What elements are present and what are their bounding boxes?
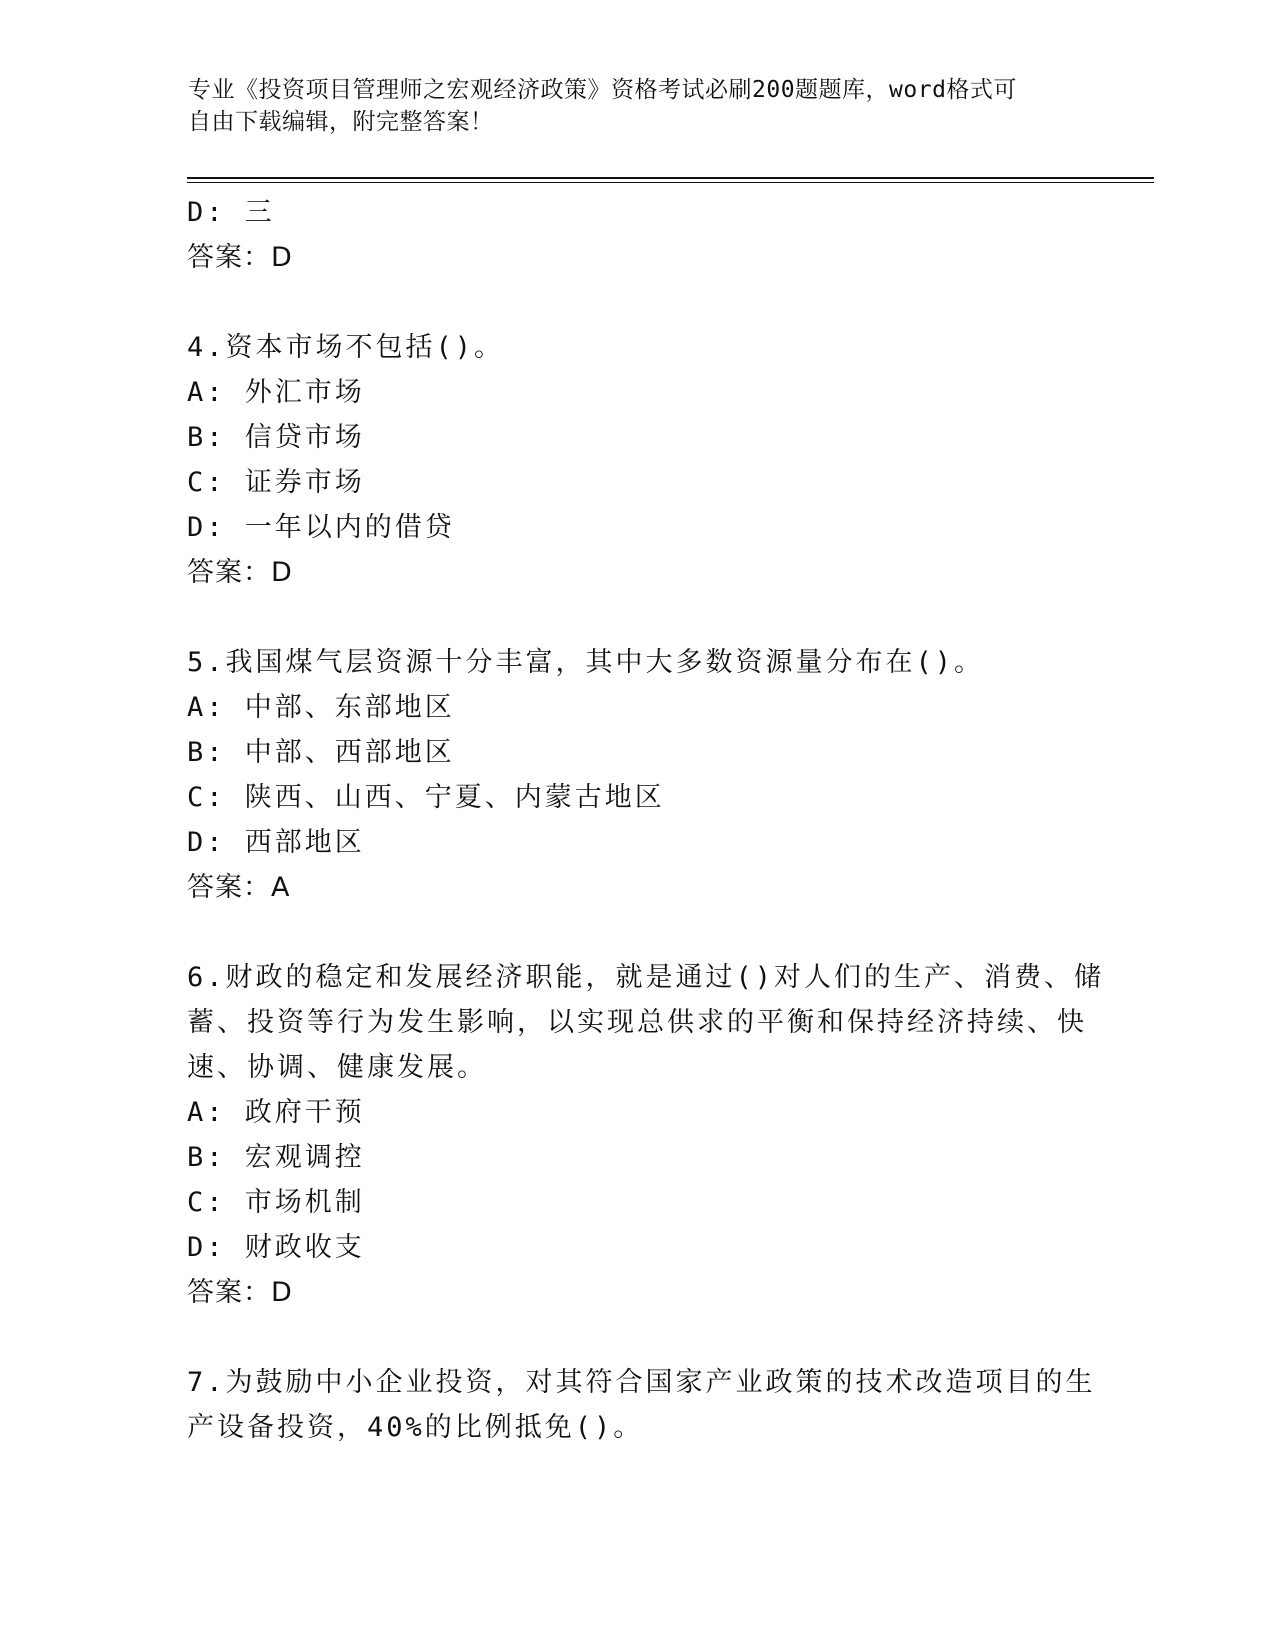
spacer	[187, 595, 1087, 640]
header-title-line-1: 专业《投资项目管理师之宏观经济政策》资格考试必刷200题题库，word格式可	[188, 77, 1017, 103]
question-6-stem-line-1: 6.财政的稳定和发展经济职能，就是通过()对人们的生产、消费、储	[187, 962, 1105, 993]
question-7-stem-line-1: 7.为鼓励中小企业投资，对其符合国家产业政策的技术改造项目的生	[187, 1367, 1096, 1398]
question-4-stem: 4.资本市场不包括()。	[187, 332, 505, 363]
document-header	[188, 74, 1068, 138]
option-d: D: 三	[187, 197, 275, 228]
spacer	[187, 910, 1087, 955]
spacer	[187, 280, 1087, 325]
question-6-answer: 答案：D	[187, 1277, 293, 1308]
question-4-option-d: D: 一年以内的借贷	[187, 512, 455, 543]
question-6-option-d: D: 财政收支	[187, 1232, 365, 1263]
answer-line: 答案：D	[187, 242, 293, 273]
question-5-stem: 5.我国煤气层资源十分丰富，其中大多数资源量分布在()。	[187, 647, 985, 678]
question-5-option-a: A: 中部、东部地区	[187, 692, 455, 723]
question-5-option-b: B: 中部、西部地区	[187, 737, 455, 768]
question-5-option-c: C: 陕西、山西、宁夏、内蒙古地区	[187, 782, 665, 813]
header-divider-thick	[187, 177, 1154, 179]
question-6-stem-line-3: 速、协调、健康发展。	[187, 1052, 487, 1083]
question-6-stem-line-2: 蓄、投资等行为发生影响，以实现总供求的平衡和保持经济持续、快	[187, 1007, 1087, 1038]
question-6-option-a: A: 政府干预	[187, 1097, 365, 1128]
question-6-option-c: C: 市场机制	[187, 1187, 365, 1218]
question-6-option-b: B: 宏观调控	[187, 1142, 365, 1173]
header-title-line-2: 自由下载编辑，附完整答案！	[188, 109, 494, 135]
question-5-option-d: D: 西部地区	[187, 827, 365, 858]
question-4-option-b: B: 信贷市场	[187, 422, 365, 453]
question-5-answer: 答案：A	[187, 872, 291, 903]
question-4-option-c: C: 证券市场	[187, 467, 365, 498]
spacer	[187, 1315, 1087, 1360]
question-4-option-a: A: 外汇市场	[187, 377, 365, 408]
question-7-stem-line-2: 产设备投资，40%的比例抵免()。	[187, 1412, 644, 1443]
question-4-answer: 答案：D	[187, 557, 293, 588]
header-divider-thin	[187, 182, 1154, 183]
question-content	[187, 190, 1105, 1450]
